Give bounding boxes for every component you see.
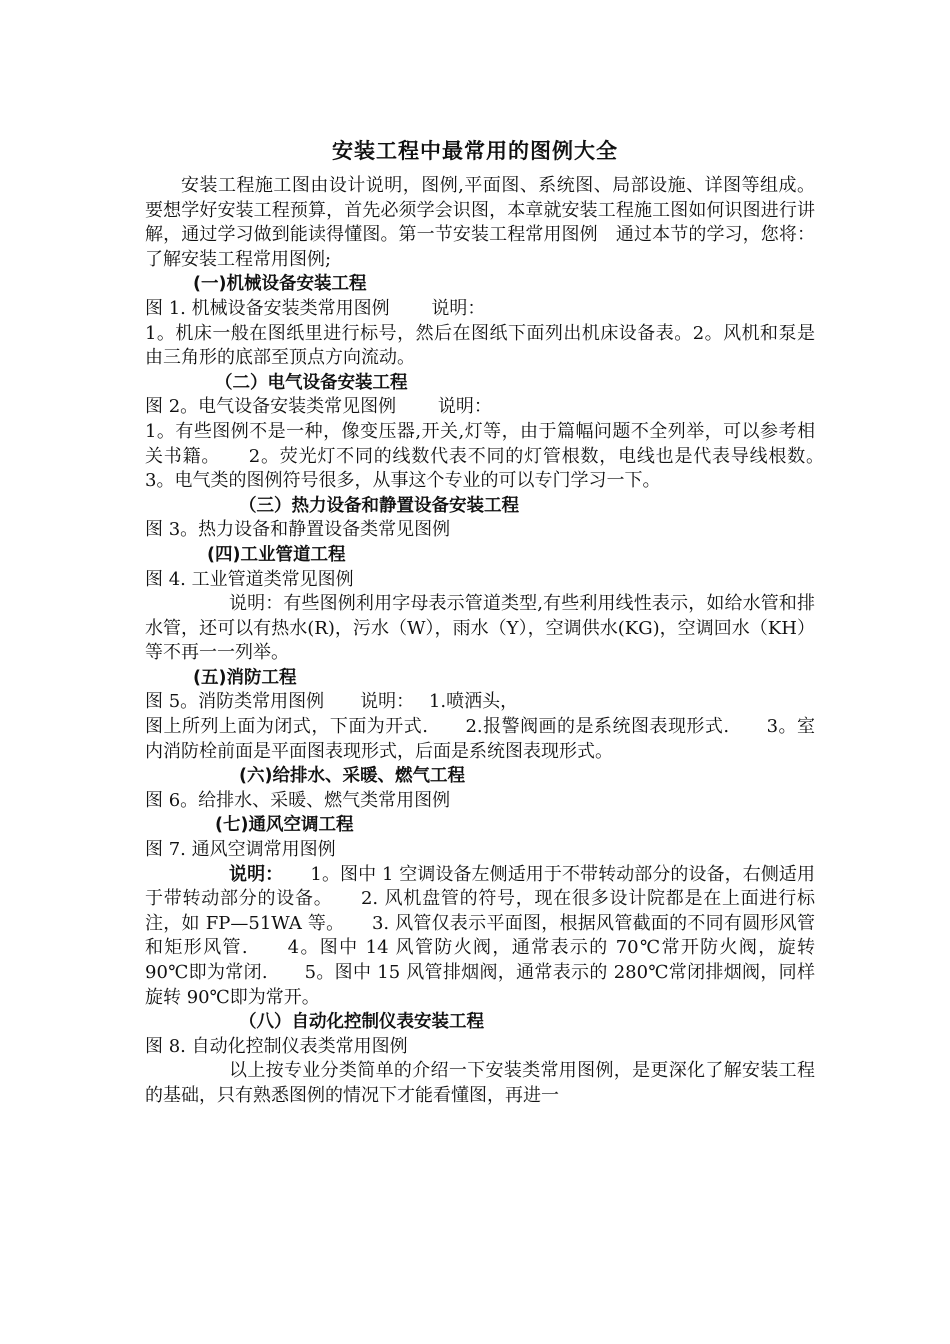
section-3-heading: （三）热力设备和静置设备安装工程 bbox=[239, 495, 519, 516]
section-4-caption: 图 4. 工业管道类常见图例 bbox=[145, 568, 354, 590]
document-body bbox=[145, 174, 851, 1109]
section-4-heading: (四)工业管道工程 bbox=[207, 544, 346, 565]
section-8-caption: 图 8. 自动化控制仪表类常用图例 bbox=[145, 1035, 408, 1057]
section-7-heading: (七)通风空调工程 bbox=[215, 815, 354, 836]
section-7-note-body: 1。图中 1 空调设备左侧适用于不带转动部分的设备，右侧适用于带转动部分的设备。 2. 风机盘管的符号，现在很多设计院都是在上面进行标注，如 FP—51WA 等。 3. 风管仅表示平面图，根据风管截面的不同有圆形风管和矩形风管. 4。图中 14 风管防火阀，通常表示的 70℃常开防火阀，旋转 90℃即为常闭. 5。图中 15 风管排烟阀，通常表示的 280℃常闭排烟阀，同样旋转 90℃即为常开。 bbox=[145, 863, 815, 1008]
section-5-heading: (五)消防工程 bbox=[193, 667, 297, 688]
section-7-caption: 图 7. 通风空调常用图例 bbox=[145, 839, 336, 861]
section-5-caption: 图 5。消防类常用图例 说明： 1.喷洒头， bbox=[145, 691, 519, 713]
section-1-text: 1。机床一般在图纸里进行标号，然后在图纸下面列出机床设备表。2。风机和泵是由三角形的底部至顶点方向流动。 bbox=[145, 322, 815, 369]
section-5-text: 图上所列上面为闭式，下面为开式. 2.报警阀画的是系统图表现形式. 3。室内消防栓前面是平面图表现形式，后面是系统图表现形式。 bbox=[145, 716, 815, 762]
intro-paragraph: 安装工程施工图由设计说明，图例,平面图、系统图、局部设施、详图等组成。要想学好安装工程预算，首先必须学会识图，本章就安装工程施工图如何识图进行讲解，通过学习做到能读得懂图。第一节安装工程常用图例 通过本节的学习，您将：了解安装工程常用图例; bbox=[145, 175, 815, 270]
section-6-caption: 图 6。给排水、采暖、燃气类常用图例 bbox=[145, 789, 451, 811]
section-8-text: 以上按专业分类简单的介绍一下安装类常用图例，是更深化了解安装工程的基础，只有熟悉图例的情况下才能看懂图，再进一 bbox=[145, 1060, 815, 1106]
section-3-caption: 图 3。热力设备和静置设备类常见图例 bbox=[145, 519, 451, 541]
section-7-text bbox=[145, 863, 815, 1011]
section-2-heading: （二）电气设备安装工程 bbox=[215, 372, 408, 393]
section-1-caption: 图 1. 机械设备安装类常用图例 说明： bbox=[145, 297, 486, 319]
page-title: 安装工程中最常用的图例大全 bbox=[332, 138, 618, 163]
section-4-text: 说明：有些图例利用字母表示管道类型,有些利用线性表示，如给水管和排水管，还可以有热水(R)，污水（W），雨水（Y），空调供水(KG)，空调回水（KH）等不再一一列举。 bbox=[145, 593, 815, 664]
section-8-heading: （八）自动化控制仪表安装工程 bbox=[239, 1012, 484, 1033]
section-2-caption: 图 2。电气设备安装类常见图例 说明： bbox=[145, 396, 492, 418]
section-7-note-label: 说明： bbox=[229, 863, 275, 885]
section-1-heading: (一)机械设备安装工程 bbox=[193, 274, 367, 295]
section-6-heading: (六)给排水、采暖、燃气工程 bbox=[239, 766, 465, 787]
section-2-text: 1。有些图例不是一种，像变压器,开关,灯等，由于篇幅问题不全列举，可以参考相关书籍。 2。荧光灯不同的线数代表不同的灯管根数，电线也是代表导线根数。 3。电气类的图例符号很多，从事这个专业的可以专门学习一下。 bbox=[145, 420, 851, 492]
